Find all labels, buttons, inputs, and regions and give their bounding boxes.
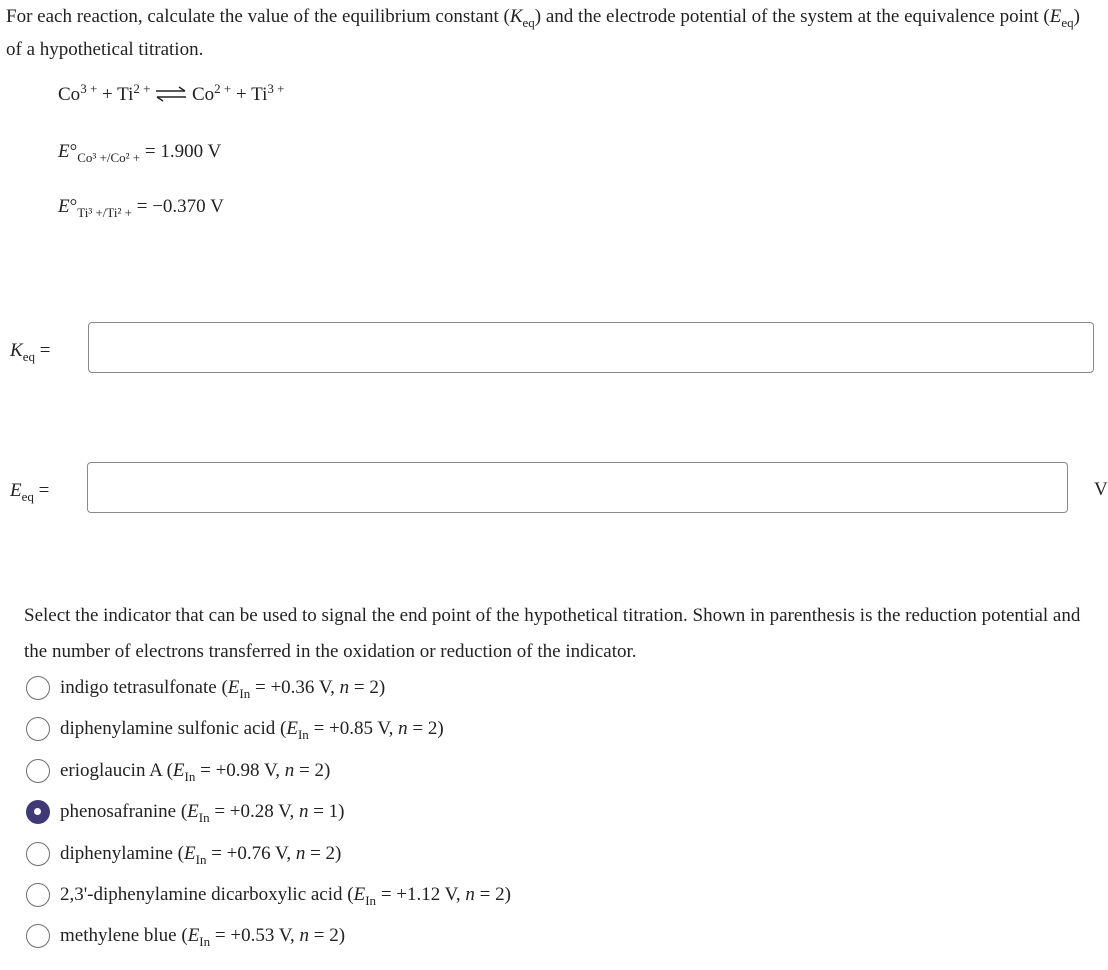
indicator-option[interactable] [26, 674, 385, 702]
indicator-option-text: diphenylamine sulfonic acid ($E_{In} = +0.85$ V, n = 2) [60, 718, 444, 742]
degree-symbol: ° [69, 141, 78, 162]
standard-potential-co [58, 141, 221, 163]
e-symbol: E [286, 718, 298, 739]
equilibrium-arrow-icon [155, 86, 187, 108]
reactant-ti: Ti [117, 84, 134, 105]
eeq-symbol: E [1049, 6, 1062, 27]
indicator-option-text: indigo tetrasulfonate ($E_{In} = +0.36$ V, n = 2) [60, 677, 386, 701]
e-subscript: In [198, 809, 210, 825]
n-symbol: n [298, 801, 309, 822]
indicator-electrons: = 2) [309, 925, 346, 946]
reaction-equation [58, 81, 285, 108]
indicator-name: phenosafranine [60, 801, 177, 822]
e-symbol: E [58, 196, 70, 217]
eeq-label [10, 480, 49, 502]
e-symbol: E [172, 760, 185, 781]
indicator-option-text: phenosafranine ($E_{In} = +0.28$ V, n = 1) [60, 801, 345, 825]
indicator-name: diphenylamine [60, 843, 173, 864]
question-intro [6, 0, 1096, 66]
e-symbol: E [227, 677, 240, 698]
keq-input[interactable] [88, 322, 1094, 373]
plus-sign: + [97, 84, 118, 105]
e-subscript: In [239, 685, 251, 701]
radio-selected-icon[interactable] [26, 800, 50, 824]
indicator-option[interactable] [26, 922, 345, 950]
indicator-potential: = +0.36 V, [250, 677, 340, 698]
indicator-option[interactable] [26, 840, 341, 868]
indicator-name: methylene blue [60, 925, 177, 946]
potential-value: = 1.900 V [140, 141, 222, 162]
n-symbol: n [295, 843, 306, 864]
indicator-electrons: = 2) [305, 843, 342, 864]
indicator-option[interactable] [26, 715, 444, 743]
indicator-name: diphenylamine sulfonic acid [60, 718, 276, 739]
indicator-option-text: 2,3'-diphenylamine dicarboxylic acid ($E_{In} = +1.12$ V, n = 2) [60, 884, 511, 908]
indicator-question: Select the indicator that can be used to signal the end point of the hypothetical titration. Shown in parenthesis is the reduction potential and the number of electrons transferred in the oxidation or reduction of the indicator. [24, 605, 1081, 662]
n-symbol: n [299, 925, 309, 946]
indicator-option[interactable] [26, 757, 330, 785]
e-subscript: In [365, 892, 377, 908]
product-co: Co [191, 84, 215, 105]
radio-icon[interactable] [26, 924, 50, 948]
indicator-option-text: diphenylamine ($E_{In} = +0.76$ V, n = 2) [60, 843, 342, 867]
indicator-electrons: = 2) [407, 718, 444, 739]
eeq-subscript: eq [1061, 14, 1074, 30]
keq-label [10, 340, 50, 362]
equals-sign: = [34, 340, 51, 361]
indicator-potential: = +0.28 V, [209, 801, 299, 822]
n-symbol: n [465, 884, 475, 905]
radio-icon[interactable] [26, 759, 50, 783]
radio-icon[interactable] [26, 883, 50, 907]
charge: 2 + [214, 81, 232, 96]
keq-label-symbol: K [10, 340, 23, 361]
standard-potential-ti [58, 196, 224, 218]
plus-sign: + [231, 84, 252, 105]
eeq-label-symbol: E [10, 480, 22, 501]
indicator-option-text: methylene blue ($E_{In} = +0.53$ V, n = 2) [60, 925, 346, 949]
radio-icon[interactable] [26, 842, 50, 866]
e-symbol: E [187, 925, 200, 946]
couple-subscript: Co³ +/Co² + [77, 149, 141, 165]
indicator-potential: = +0.76 V, [206, 843, 296, 864]
charge: 3 + [80, 81, 98, 96]
indicator-electrons: = 1) [308, 801, 345, 822]
radio-icon[interactable] [26, 717, 50, 741]
degree-symbol: ° [69, 196, 78, 217]
indicator-electrons: = 2) [294, 760, 331, 781]
e-subscript: In [184, 768, 196, 784]
indicator-electrons: = 2) [349, 677, 386, 698]
intro-text-2: ) and the electrode potential of the system at the equivalence point ( [534, 6, 1050, 27]
indicator-potential: = +1.12 V, [376, 884, 466, 905]
charge: 2 + [133, 81, 151, 96]
n-symbol: n [339, 677, 350, 698]
e-subscript: In [297, 726, 309, 742]
charge: 3 + [267, 81, 285, 96]
intro-text-3: ) of a hypothetical titration. [6, 6, 1080, 60]
keq-label-subscript: eq [22, 348, 35, 364]
n-symbol: n [398, 718, 408, 739]
indicator-name: 2,3'-diphenylamine dicarboxylic acid [60, 884, 343, 905]
indicator-electrons: = 2) [474, 884, 511, 905]
indicator-potential: = +0.85 V, [308, 718, 399, 739]
n-symbol: n [284, 760, 295, 781]
indicator-option[interactable] [26, 798, 345, 826]
intro-text-1: For each reaction, calculate the value of the equilibrium constant ( [6, 6, 510, 27]
e-symbol: E [184, 843, 196, 864]
e-subscript: In [199, 933, 211, 949]
eeq-input[interactable] [87, 462, 1068, 513]
indicator-potential: = +0.98 V, [195, 760, 285, 781]
e-symbol: E [353, 884, 366, 905]
eeq-label-subscript: eq [21, 488, 34, 504]
indicator-potential: = +0.53 V, [210, 925, 300, 946]
eeq-unit: V [1094, 479, 1108, 500]
indicator-name: indigo tetrasulfonate [60, 677, 217, 698]
reactant-co: Co [58, 84, 81, 105]
product-ti: Ti [251, 84, 268, 105]
potential-value: = −0.370 V [131, 196, 224, 217]
equals-sign: = [33, 480, 50, 501]
e-subscript: In [195, 851, 207, 867]
indicator-name: erioglaucin A [60, 760, 162, 781]
e-symbol: E [187, 801, 199, 822]
keq-subscript: eq [522, 14, 535, 30]
indicator-option-text: erioglaucin A ($E_{In} = +0.98$ V, n = 2) [60, 760, 331, 784]
indicator-option[interactable] [26, 881, 511, 909]
couple-subscript: Ti³ +/Ti² + [77, 204, 132, 220]
radio-icon[interactable] [26, 676, 50, 700]
e-symbol: E [58, 141, 70, 162]
keq-symbol: K [509, 6, 523, 27]
